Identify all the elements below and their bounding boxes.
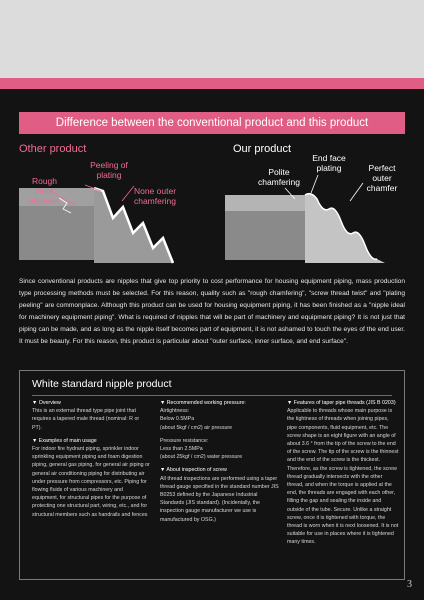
usage-text: For indoor fire hydrant piping, sprinkler indoor sprinkling equipment piping and foam digestion piping, general gas piping, for general air piping or general air conditioning piping for distributing air under pressure from compressors, etc. Piping for flowing fluids of various machinery and equipment, for structural pipes for the purpose of protecting one structural part, wiring, etc., and for structural members such as handrails and fences (32, 446, 150, 518)
page-number: 3 (407, 579, 412, 590)
pressure-resistance-block (160, 437, 280, 462)
pressure-heading: ▼ Recommended working pressure: (160, 400, 246, 406)
taper-thread-column (287, 399, 399, 552)
usage-heading: ▼ Examples of main usage (32, 437, 97, 444)
pressure-inspection-column (160, 399, 280, 529)
our-product-figure (225, 143, 415, 268)
inspection-heading: ▼ About inspection of screw (160, 467, 227, 474)
polite-chamfering-label: Polite chamfering (257, 167, 301, 187)
title-divider (32, 395, 392, 396)
overview-text: This is an external thread type pipe joint that requires a tapered male thread (nominal: R or PT). (32, 408, 140, 431)
overview-heading: ▼ Overview (32, 400, 61, 406)
airtightness-text: Airtightness: Below 0.5MPa (about 5kgf / cm2) air pressure (160, 408, 233, 431)
inspection-text: All thread inspections are performed using a taper thread gauge specified in the standard number JIS B0253 defined by the Japanese Industrial Standards (JIS standard). (Incidentally, the inspection gauge manufacturer we use is manufactured by OSG.) (160, 475, 279, 523)
overview-block (32, 399, 150, 432)
none-outer-chamfering-label: None outer chamfering (133, 186, 177, 206)
overview-column (32, 399, 150, 524)
product-info-box (19, 370, 405, 580)
header-band (0, 0, 424, 78)
our-product-heading: Our product (233, 143, 292, 155)
pressure-resistance-text: Pressure resistance: Less than 2.5MPa (about 25kgf / cm2) water pressure (160, 437, 243, 461)
taper-thread-block (287, 399, 399, 547)
end-face-plating-label: End face plating (312, 153, 346, 173)
other-product-figure (19, 143, 215, 268)
taper-thread-text: Applicable to threads whose main purpose is the tightness of threads when joining pipes, pipe components, fluid equipment, etc. The screw shape is an eight figure with an angle of about 3.6 ° from the tip of the screw to the end of the screw. The tip of the screw is the thinnest and the end of the screw is the thickest. Therefore, as the screw is tightened, the screw thread gradually intersects with the other thread, and when the torque is applied at the end, the threads are engaged with each other, filling the gap and sealing the inside and outside of the tube. Secure. Unlike a straight screw, once it is tightened with torque, the thread is worn when it is next loosened. It is not suitable for use in places where it is tightened many times. (287, 408, 399, 546)
perfect-outer-chamfer-label: Perfect outer chamfer (366, 163, 398, 193)
pressure-block (160, 399, 280, 432)
comparison-description: Since conventional products are nipples that give top priority to cost performance for housing equipment piping, mass production type processing methods must be selected. For this reason, quality such as "rough chamfering", "screw thread twist" and "plating peeling" are commonplace. Although this product can be used for housing equipment piping, it has been finished as a "nipple ideal for machinery equipment piping". What is required of nipples that will be part of machinery and equipment piping? It is not just that piping can be made, and as long as the nipple itself becomes part of equipment, it is not ashamed to touch the eyes of the end user. It must be beauty. For this reason, this product is particular about "outer surface, inner surface, and end surface". (19, 278, 405, 345)
section-title: Difference between the conventional product and this product (19, 112, 405, 134)
product-box-title: White standard nipple product (32, 378, 172, 390)
peeling-plating-label: Peeling of plating (90, 160, 128, 180)
accent-stripe (0, 78, 424, 89)
usage-block (32, 437, 150, 519)
inspection-block (160, 466, 280, 523)
rough-inner-chamfer-label: Rough inner chamfer (29, 176, 60, 206)
other-product-heading: Other product (19, 143, 87, 155)
taper-thread-heading: ▼ Features of taper pipe threads (JIS B 0203) (287, 400, 396, 406)
